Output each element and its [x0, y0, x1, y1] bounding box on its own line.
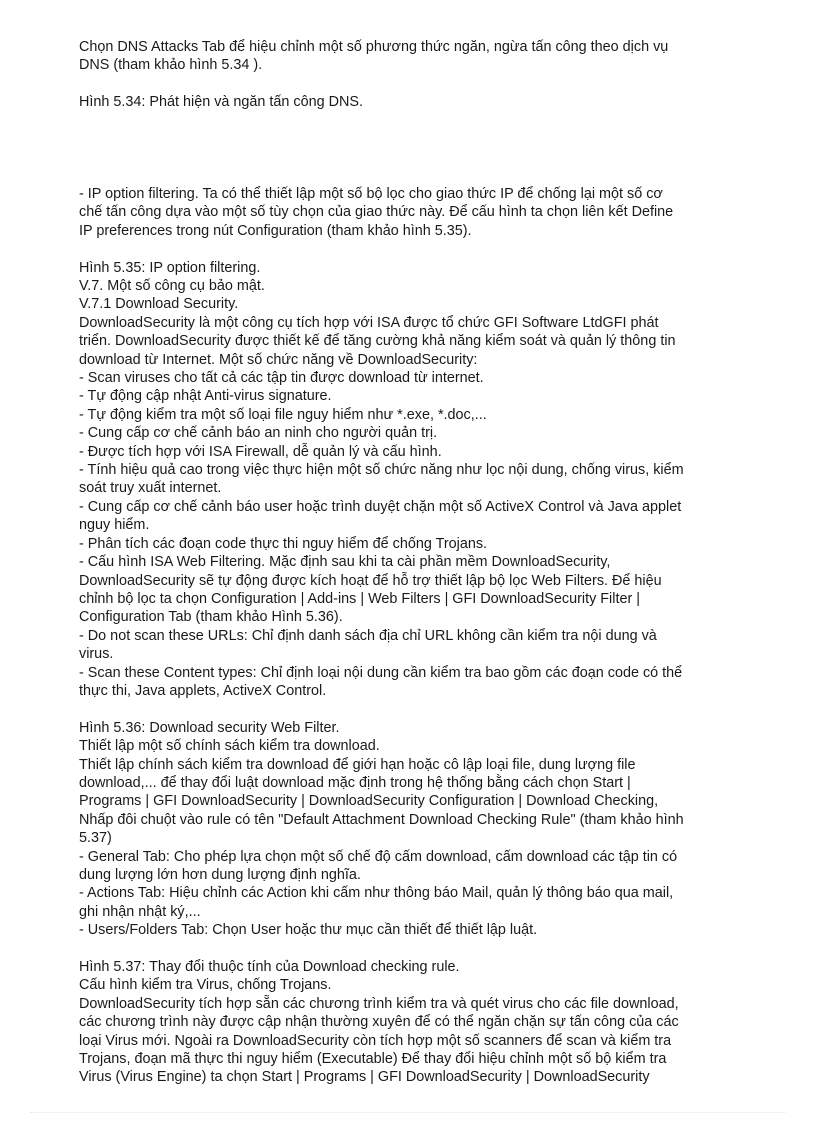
- text-line: - Được tích hợp với ISA Firewall, dễ quản lý và cấu hình.: [79, 443, 442, 460]
- page-bottom-rule: [30, 1112, 786, 1113]
- text-line: Thiết lập chính sách kiểm tra download để giới hạn hoặc cô lập loại file, dung lượng file: [79, 756, 636, 773]
- text-line: chế tấn công dựa vào một số tùy chọn của giao thức này. Để cấu hình ta chọn liên kết Define: [79, 204, 674, 221]
- text-line: - Cung cấp cơ chế cảnh báo an ninh cho người quản trị.: [79, 425, 438, 442]
- section-virus-config: [79, 958, 779, 1087]
- text-line: Cấu hình kiểm tra Virus, chống Trojans.: [79, 977, 332, 994]
- text-line: virus.: [79, 646, 114, 663]
- text-line: - Tính hiệu quả cao trong việc thực hiện một số chức năng như lọc nội dung, chống virus, kiểm: [79, 462, 684, 479]
- text-line: download từ Internet. Một số chức năng về DownloadSecurity:: [79, 351, 478, 368]
- text-line: - Cấu hình ISA Web Filtering. Mặc định sau khi ta cài phần mềm DownloadSecurity,: [79, 554, 611, 571]
- text-line: - Cung cấp cơ chế cảnh báo user hoặc trình duyệt chặn một số ActiveX Control và Java applet: [79, 498, 682, 515]
- text-line: Hình 5.34: Phát hiện và ngăn tấn công DNS.: [79, 94, 364, 111]
- text-line: Thiết lập một số chính sách kiểm tra download.: [79, 738, 380, 755]
- text-line: DownloadSecurity là một công cụ tích hợp với ISA được tổ chức GFI Software LtdGFI phát: [79, 314, 659, 331]
- text-line: Programs | GFI DownloadSecurity | DownloadSecurity Configuration | Download Checking,: [79, 793, 659, 810]
- text-line: Virus (Virus Engine) ta chọn Start | Programs | GFI DownloadSecurity | DownloadSecurity: [79, 1069, 650, 1086]
- text-line: DownloadSecurity tích hợp sẵn các chương trình kiểm tra và quét virus cho các file download,: [79, 995, 679, 1012]
- text-line: V.7.1 Download Security.: [79, 296, 239, 313]
- text-line: nguy hiểm.: [79, 517, 150, 534]
- text-line: - Users/Folders Tab: Chọn User hoặc thư mục cần thiết để thiết lập luật.: [79, 922, 538, 939]
- text-line: Chọn DNS Attacks Tab để hiệu chỉnh một số phương thức ngăn, ngừa tấn công theo dịch vụ: [79, 39, 669, 55]
- figure-placeholder: [79, 112, 779, 167]
- text-line: 5.37): [79, 830, 112, 847]
- text-line: - General Tab: Cho phép lựa chọn một số chế độ cấm download, cấm download các tập tin có: [79, 848, 678, 865]
- text-line: các chương trình này được cập nhận thường xuyên để có thể ngăn chặn sự tấn công của các: [79, 1014, 679, 1031]
- text-line: ghi nhận nhật ký,...: [79, 903, 201, 920]
- text-line: loại Virus mới. Ngoài ra DownloadSecurity còn tích hợp một số scanners để scan và kiểm tra: [79, 1032, 672, 1049]
- text-line: triển. DownloadSecurity được thiết kế để tăng cường khả năng kiểm soát và quản lý thông tin: [79, 333, 676, 350]
- text-line: - Actions Tab: Hiệu chỉnh các Action khi cấm như thông báo Mail, quản lý thông báo qua mail,: [79, 885, 674, 902]
- text-line: soát truy xuất internet.: [79, 480, 222, 497]
- text-line: chỉnh bộ lọc ta chọn Configuration | Add-ins | Web Filters | GFI DownloadSecurity Filter |: [79, 590, 640, 607]
- text-line: Nhấp đôi chuột vào rule có tên "Default Attachment Download Checking Rule" (tham khảo hình: [79, 811, 684, 828]
- text-line: - Do not scan these URLs: Chỉ định danh sách địa chỉ URL không cần kiểm tra nội dung và: [79, 627, 657, 644]
- text-line: thực thi, Java applets, ActiveX Control.: [79, 682, 327, 699]
- text-line: - Tự động cập nhật Anti-virus signature.: [79, 388, 332, 405]
- text-line: DNS (tham khảo hình 5.34 ).: [79, 57, 263, 74]
- document-page: [79, 38, 779, 1087]
- text-line: V.7. Một số công cụ bảo mật.: [79, 278, 265, 295]
- paragraph-dns-attacks: [79, 38, 779, 75]
- text-line: - Scan these Content types: Chỉ định loại nội dung cần kiểm tra bao gồm các đoạn code có thể: [79, 664, 683, 681]
- text-line: - Scan viruses cho tất cả các tập tin được download từ internet.: [79, 370, 484, 387]
- text-line: - IP option filtering. Ta có thể thiết lập một số bộ lọc cho giao thức IP để chống lại một số cơ: [79, 186, 663, 202]
- section-download-security: [79, 259, 779, 701]
- text-line: - Phân tích các đoạn code thực thi nguy hiểm để chống Trojans.: [79, 535, 488, 552]
- text-line: download,... để thay đổi luật download mặc định trong hệ thống bằng cách chọn Start |: [79, 774, 631, 791]
- figure-caption-5-34: [79, 93, 779, 111]
- text-line: Hình 5.35: IP option filtering.: [79, 259, 261, 276]
- text-line: Trojans, đoạn mã thực thi nguy hiểm (Executable) Để thay đổi hiệu chỉnh một số bộ kiểm tra: [79, 1051, 667, 1068]
- section-download-policy: [79, 719, 779, 940]
- text-line: Hình 5.37: Thay đổi thuộc tính của Download checking rule.: [79, 959, 460, 976]
- text-line: Configuration Tab (tham khảo Hình 5.36).: [79, 609, 343, 626]
- text-line: DownloadSecurity sẽ tự động được kích hoạt để hỗ trợ thiết lập bộ lọc Web Filters. Để hiệu: [79, 572, 662, 589]
- paragraph-ip-option-filtering: [79, 185, 779, 240]
- text-line: - Tự động kiểm tra một số loại file nguy hiểm như *.exe, *.doc,...: [79, 406, 487, 423]
- text-line: IP preferences trong nút Configuration (tham khảo hình 5.35).: [79, 222, 472, 239]
- text-line: Hình 5.36: Download security Web Filter.: [79, 719, 340, 736]
- text-line: dung lượng lớn hơn dung lượng định nghĩa.: [79, 867, 361, 883]
